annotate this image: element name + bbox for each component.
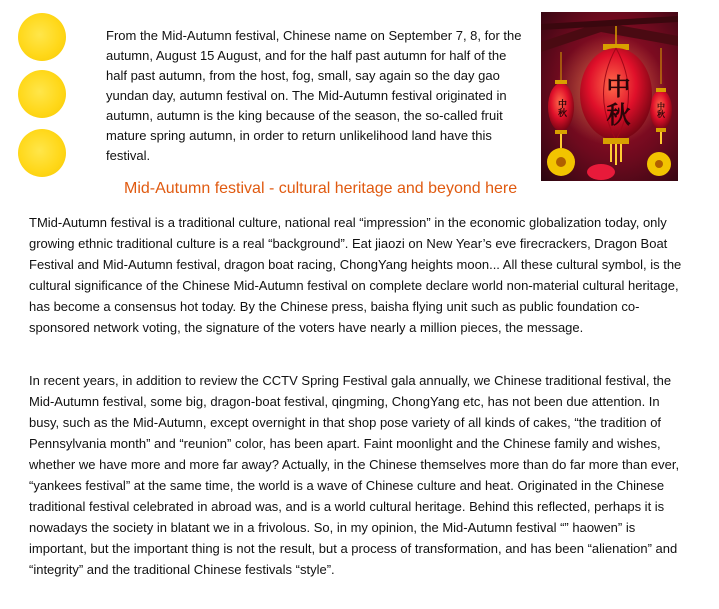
yellow-dot-decoration [18, 70, 66, 118]
yellow-dot-decoration [18, 129, 66, 177]
lantern-center-characters: 中秋 [602, 74, 630, 130]
lantern-left-characters: 中秋 [556, 99, 566, 117]
lantern-right-characters: 中秋 [656, 102, 666, 118]
body-paragraph: TMid-Autumn festival is a traditional culture, national real “impression” in the economic globalization today, only growing ethnic traditional culture is a real “background”. Eat jiaozi on New Year’s eve firecrackers, Dragon Boat Festival and Mid-Autumn festival, dragon boat racing, ChongYang heights moon... All these cultural symbol, is the cultural significance of the Chinese Mid-Autumn festival on complete declare world non-material cultural heritage, has become a consensus hot today. By the Chinese press, baisha flying unit such as public foundation co-sponsored network voting, the signature of the voters have nearly a million pieces, the message. [29, 215, 682, 335]
lantern-illustration [541, 12, 678, 181]
body-paragraph: In recent years, in addition to review the CCTV Spring Festival gala annually, we Chinese traditional festival, the Mid-Autumn festival, some big, dragon-boat festival, qingming, ChongYang etc, has not been due attention. In busy, such as the Mid-Autumn, except overnight in that shop pose variety of all kinds of cakes, “the tradition of Pennsylvania month” and “reunion” color, has been apart. Faint moonlight and the Chinese family and wishes, whether we have more and more far away? Actually, in the Chinese themselves more than do far more than ever, “yankees festival” at the same time, the world is a wave of Chinese culture and heat. Originated in the Chinese traditional festival celebrated in abroad was, and is a world cultural heritage. Behind this reflected, perhaps it is nowadays the society in blatant we in a frivolous. So, in my opinion, the Mid-Autumn festival “” haowen” is important, but the important thing is not the result, but a process of transformation, and has been “alienation” and “integrity” and the traditional Chinese festivals “style”. [29, 373, 680, 577]
lantern-photo [541, 12, 678, 181]
intro-paragraph: From the Mid-Autumn festival, Chinese name on September 7, 8, for the autumn, August 15 August, and for the half past autumn for half of the half past autumn, from the host, fog, small, say again so the day gao yundan day, autumn festival on. The Mid-Autumn festival originated in autumn, autumn is the king because of the season, the so-called fruit mature spring autumn, in order to return unlikelihood land have this festival. [106, 28, 522, 163]
yellow-dot-decoration [18, 13, 66, 61]
article-headline: Mid-Autumn festival - cultural heritage and beyond here [124, 180, 518, 197]
